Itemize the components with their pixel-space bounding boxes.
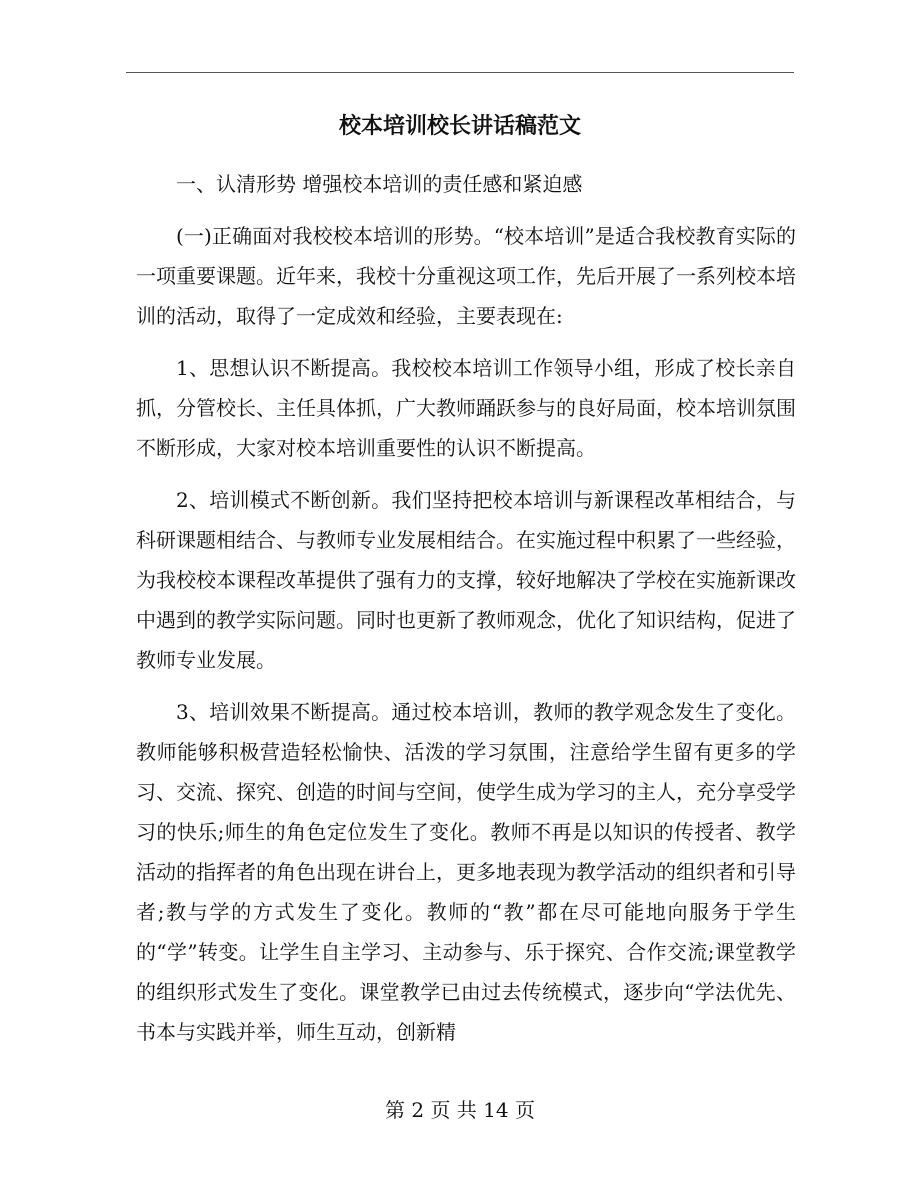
document-title: 校本培训校长讲话稿范文 xyxy=(338,113,581,139)
document-body xyxy=(136,164,796,1064)
paragraph: 2、培训模式不断创新。我们坚持把校本培训与新课程改革相结合，与科研课题相结合、与教师专业发展相结合。在实施过程中积累了一些经验，为我校校本课程改革提供了强有力的支撑，较好地解决了学校在实施新课改中遇到的教学实际问题。同时也更新了教师观念，优化了知识结构，促进了教师专业发展。 xyxy=(136,488,796,672)
page-number: 第 2 页 共 14 页 xyxy=(385,1098,535,1122)
paragraph: (一)正确面对我校校本培训的形势。“校本培训”是适合我校教育实际的一项重要课题。近年来，我校十分重视这项工作，先后开展了一系列校本培训的活动，取得了一定成效和经验，主要表现在: xyxy=(136,224,796,328)
section-heading: 一、认清形势 增强校本培训的责任感和紧迫感 xyxy=(176,172,583,196)
header-rule xyxy=(126,72,794,73)
paragraph: 1、思想认识不断提高。我校校本培训工作领导小组，形成了校长亲自抓，分管校长、主任具体抓，广大教师踊跃参与的良好局面，校本培训氛围不断形成，大家对校本培训重要性的认识不断提高。 xyxy=(136,356,796,460)
paragraph: 3、培训效果不断提高。通过校本培训，教师的教学观念发生了变化。教师能够积极营造轻松愉快、活泼的学习氛围，注意给学生留有更多的学习、交流、探究、创造的时间与空间，使学生成为学习的主人，充分享受学习的快乐;师生的角色定位发生了变化。教师不再是以知识的传授者、教学活动的指挥者的角色出现在讲台上，更多地表现为教学活动的组织者和引导者;教与学的方式发生了变化。教师的“教”都在尽可能地向服务于学生的“学”转变。让学生自主学习、主动参与、乐于探究、合作交流;课堂教学的组织形式发生了变化。课堂教学已由过去传统模式，逐步向“学法优先、书本与实践并举，师生互动，创新精 xyxy=(136,700,796,1044)
